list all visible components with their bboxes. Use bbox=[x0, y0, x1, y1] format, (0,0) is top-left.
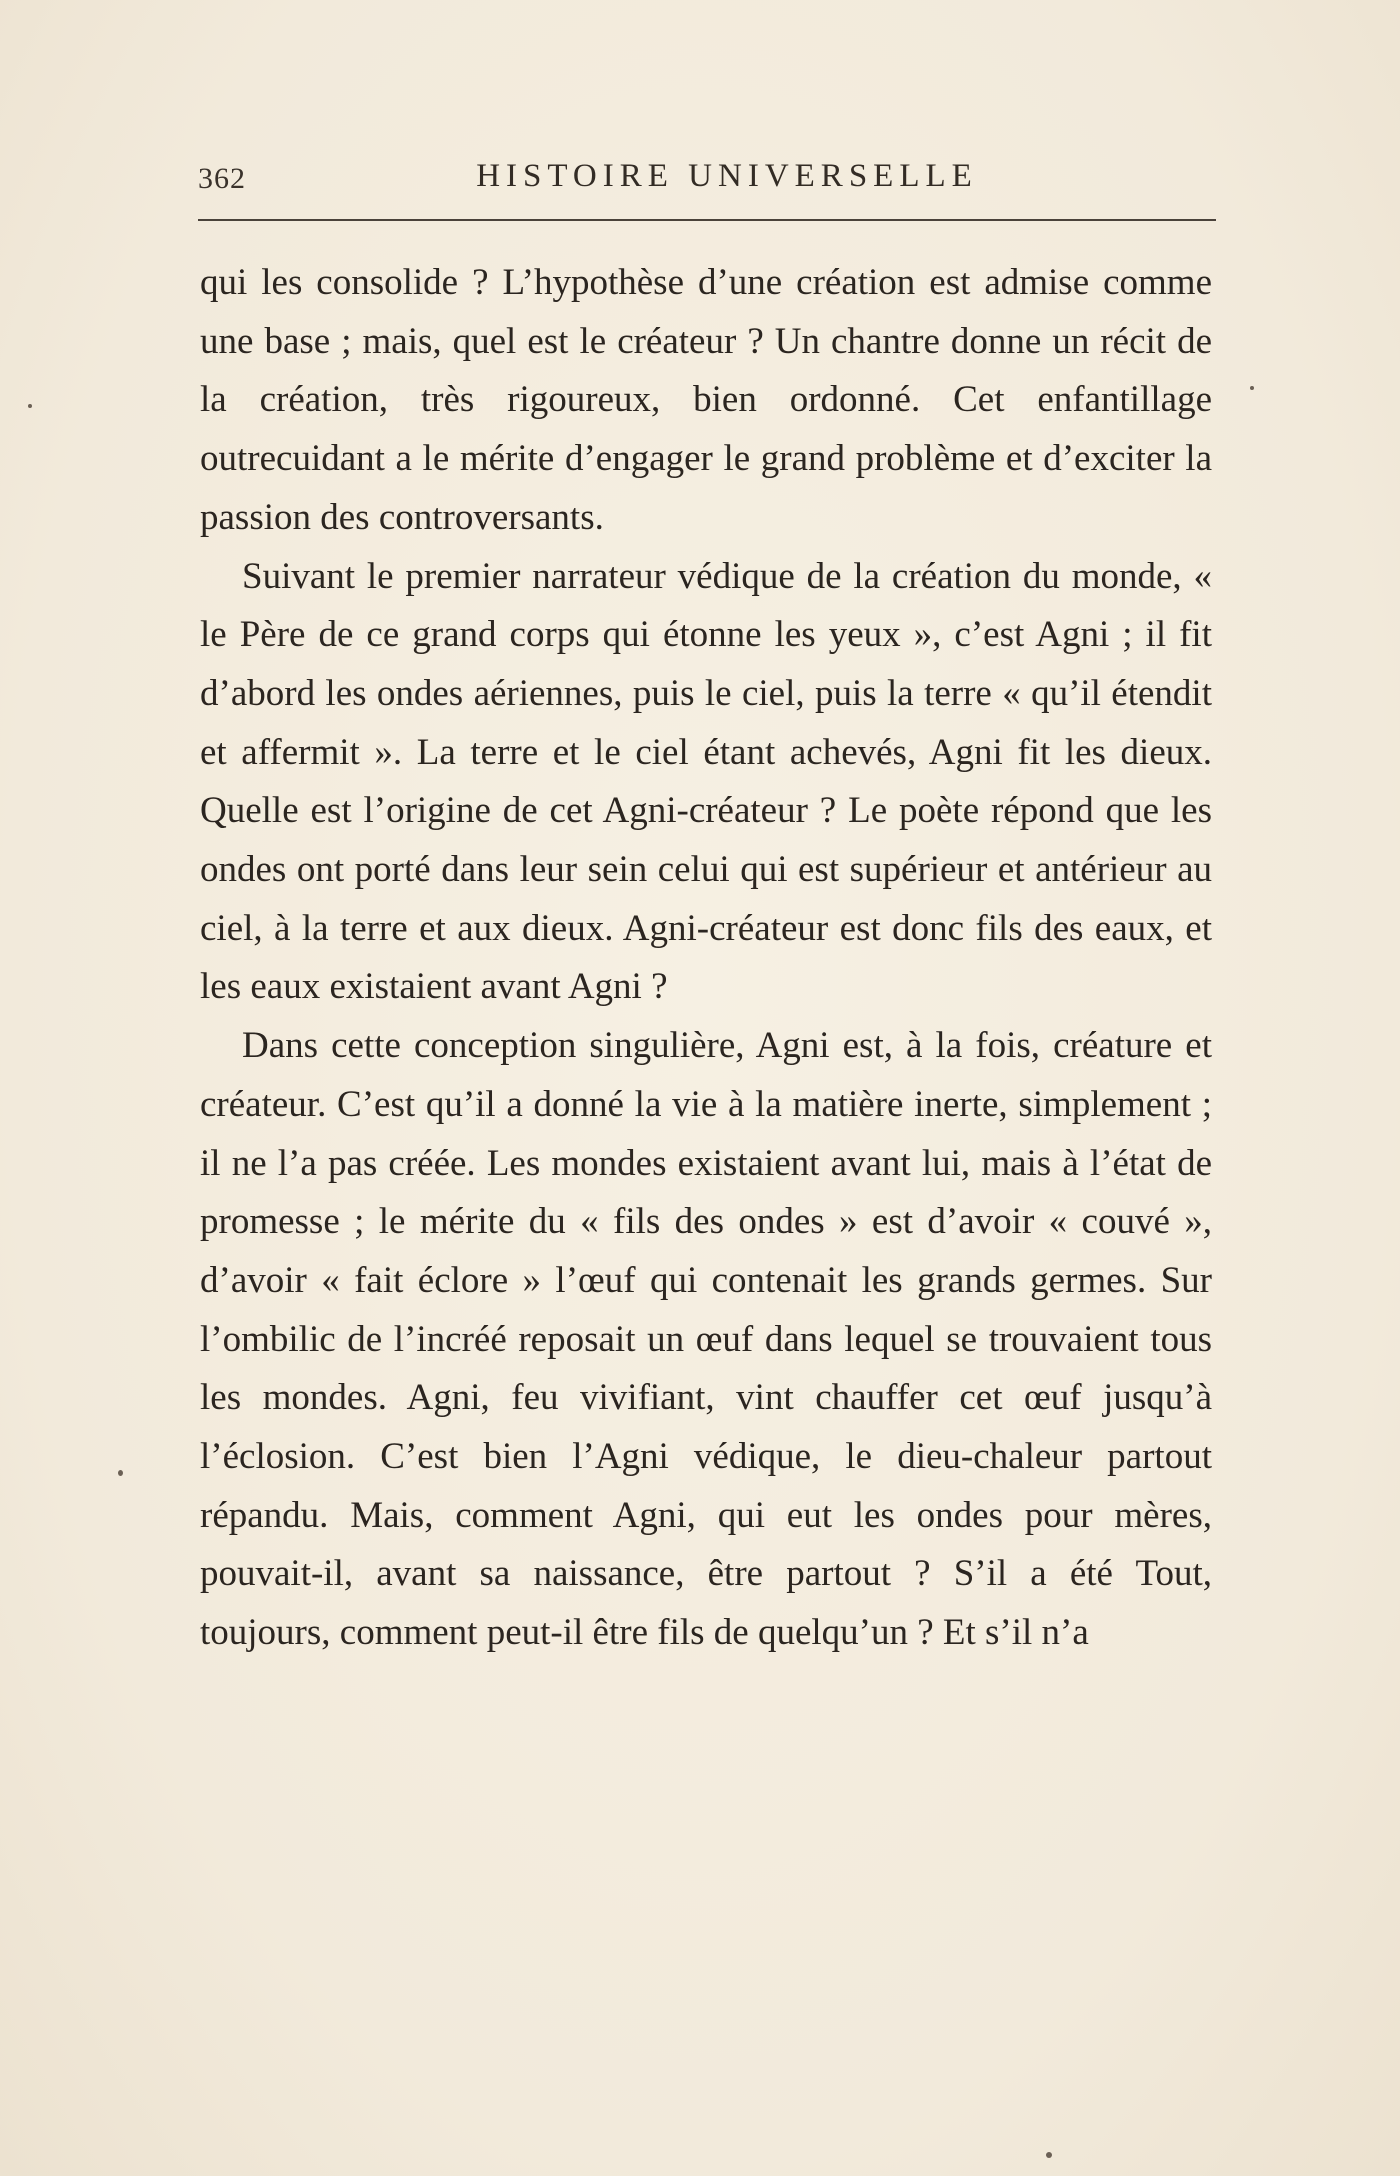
ink-speck bbox=[1046, 2152, 1052, 2158]
paragraph: Dans cette conception singulière, Agni est, à la fois, créature et créateur. C’est qu’il a donné la vie à la matière inerte, simplement ; il ne l’a pas créée. Les mondes existaient avant lui, mais à l’état de promesse ; le mérite du « fils des ondes » est d’avoir « couvé », d’avoir « fait éclore » l’œuf qui contenait les grands germes. Sur l’ombilic de l’incréé reposait un œuf dans lequel se trouvaient tous les mondes. Agni, feu vivifiant, vint chauffer cet œuf jusqu’à l’éclosion. C’est bien l’Agni védique, le dieu-chaleur partout répandu. Mais, comment Agni, qui eut les ondes pour mères, pouvait-il, avant sa naissance, être partout ? S’il a été Tout, toujours, comment peut-il être fils de quelqu’un ? Et s’il n’a bbox=[200, 1025, 1212, 1654]
header-rule bbox=[198, 219, 1216, 221]
ink-speck bbox=[28, 404, 32, 408]
ink-speck bbox=[1250, 386, 1254, 390]
body-text bbox=[200, 254, 1212, 1663]
ink-speck bbox=[118, 1470, 123, 1476]
paragraph: Suivant le premier narrateur védique de la création du monde, « le Père de ce grand corps qui étonne les yeux », c’est Agni ; il fit d’abord les ondes aériennes, puis le ciel, puis la terre « qu’il étendit et affermit ». La terre et le ciel étant achevés, Agni fit les dieux. Quelle est l’origine de cet Agni-créateur ? Le poète répond que les ondes ont porté dans leur sein celui qui est supérieur et antérieur au ciel, à la terre et aux dieux. Agni-créateur est donc fils des eaux, et les eaux existaient avant Agni ? bbox=[200, 555, 1212, 1008]
paragraph-continuation: qui les consolide ? L’hypothèse d’une création est admise comme une base ; mais, quel est le créateur ? Un chantre donne un récit de la création, très rigoureux, bien ordonné. Cet enfantillage outrecuidant a le mérite d’engager le grand problème et d’exciter la passion des controversants. bbox=[200, 262, 1212, 538]
page-number: 362 bbox=[198, 162, 246, 195]
running-head bbox=[198, 158, 1216, 198]
running-title: HISTOIRE UNIVERSELLE bbox=[476, 158, 978, 194]
